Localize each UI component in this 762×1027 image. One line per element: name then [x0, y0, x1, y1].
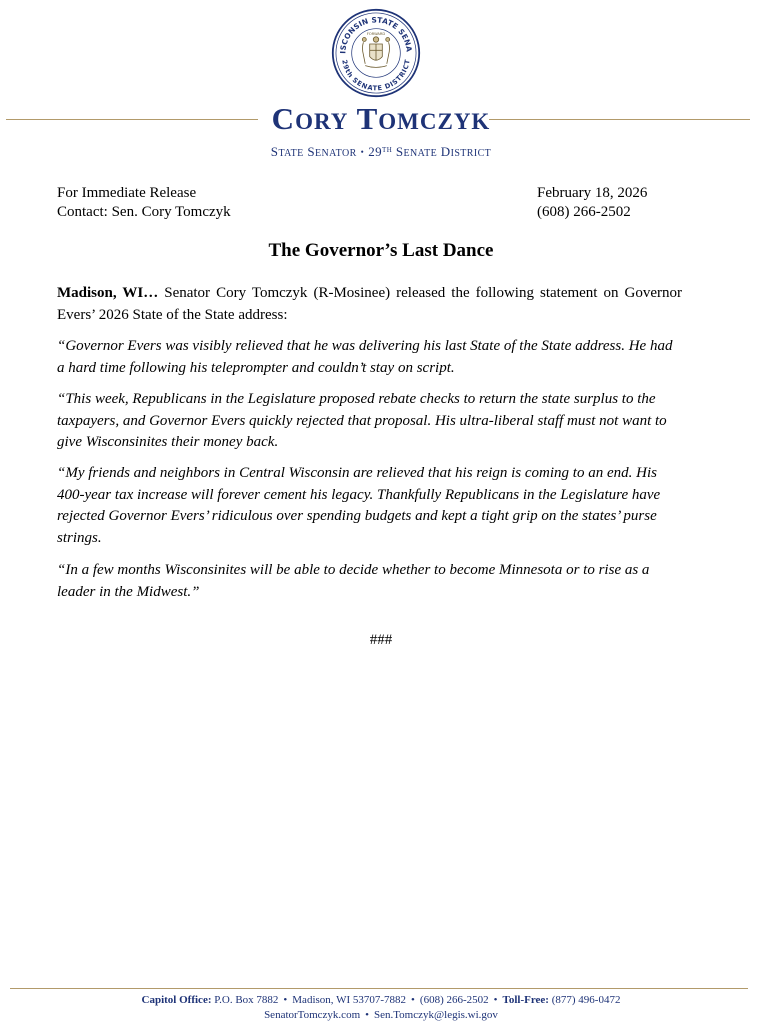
footer-rule — [10, 988, 748, 989]
release-date-phone — [537, 184, 647, 222]
quote-paragraph-4: “In a few months Wisconsinites will be able to decide whether to become Minnesota or to rise as a leader in the Midwest.” — [57, 562, 650, 600]
seal-ribbon-text: FORWARD — [366, 32, 386, 36]
release-info — [57, 184, 231, 222]
seal-bottom-text: 29th SENATE DISTRICT — [340, 59, 412, 93]
headline: The Governor’s Last Dance — [268, 240, 494, 261]
senator-title: STATE SENATOR • 29TH SENATE DISTRICT — [270, 144, 492, 159]
end-mark: ### — [369, 632, 393, 648]
footer-web-line: SenatorTomczyk.com • Sen.Tomczyk@legis.wi.gov — [264, 1009, 498, 1021]
footer-contact-line: Capitol Office: P.O. Box 7882 • Madison, WI 53707-7882 • (608) 266-2502 • Toll-Free: (877) 496-0472 — [141, 994, 621, 1006]
seal-top-text: ISCONSIN STATE SENA — [338, 15, 414, 54]
contact-line: Contact: Sen. Cory Tomczyk — [57, 204, 231, 220]
quote-paragraph-1: “Governor Evers was visibly relieved that he was delivering his last State of the State address. He had a hard time following his teleprompter and couldn’t stay on script. — [57, 338, 673, 376]
quote-paragraph-2: “This week, Republicans in the Legislature proposed rebate checks to return the state surplus to the taxpayers, and Governor Evers quickly rejected that proposal. His ultra-liberal staff must not want to give Wisconsinites their money back. — [57, 391, 667, 451]
senator-name: CORY TOMCZYK — [271, 101, 491, 136]
dateline: Madison, WI… — [57, 285, 159, 301]
footer-email[interactable]: Sen.Tomczyk@legis.wi.gov — [373, 1009, 498, 1021]
wisconsin-senate-seal — [331, 8, 421, 98]
quote-paragraph-3: “My friends and neighbors in Central Wisconsin are relieved that his reign is coming to an end. His 400-year tax increase will forever cement his legacy. Thankfully Republicans in the Legislature have rejected Governor Evers’ ridiculous over spending budgets and kept a tight grip on the states’ purse strings. — [57, 465, 661, 546]
release-line: For Immediate Release — [57, 185, 197, 201]
footer-website[interactable]: SenatorTomczyk.com — [264, 1009, 361, 1021]
release-date: February 18, 2026 — [537, 185, 648, 201]
release-phone: (608) 266-2502 — [537, 204, 631, 220]
intro-paragraph: Madison, WI… Senator Cory Tomczyk (R-Mosinee) released the following statement on Governor Evers’ 2026 State of the State address: — [57, 285, 683, 323]
